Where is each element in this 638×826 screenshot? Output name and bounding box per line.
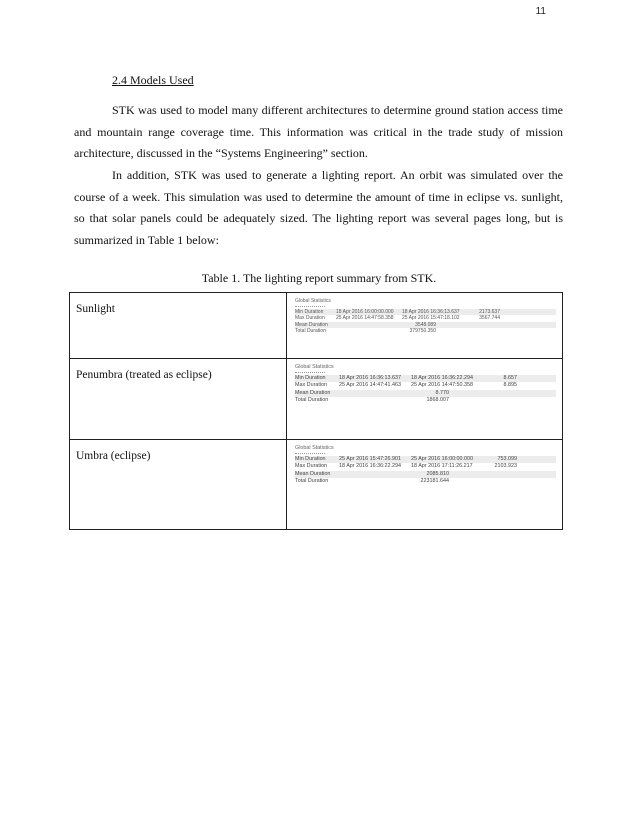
stats-row-min: [295, 456, 556, 463]
paragraph-2: [74, 165, 563, 251]
row-label: Umbra (eclipse): [70, 440, 287, 530]
stat-label: Mean Duration: [295, 321, 328, 328]
stat-stop: 18 Apr 2016 16:36:22.294: [411, 375, 474, 382]
stats-row-min: [295, 309, 556, 316]
stat-label: Mean Duration: [295, 389, 331, 396]
stat-value: 8.770: [435, 389, 449, 396]
stat-duration: 2173.637: [479, 308, 500, 315]
stats-title: Global Statistics: [295, 364, 334, 370]
stat-stop: 25 Apr 2016 14:47:50.358: [411, 382, 474, 389]
stats-row-total: [295, 397, 556, 404]
stat-duration: 2103.923: [494, 463, 517, 470]
stats-title: Global Statistics: [295, 298, 331, 304]
stat-value: 1868.007: [426, 396, 449, 403]
stats-title-rule: [295, 453, 325, 454]
stat-value: 223181.644: [420, 477, 449, 484]
stats-row-max: [295, 315, 556, 322]
stat-value: 2085.810: [426, 470, 449, 477]
stats-title: Global Statistics: [295, 445, 334, 451]
stat-label: Max Duration: [295, 382, 328, 389]
stat-label: Total Duration: [295, 477, 329, 484]
paragraph-1: [74, 100, 563, 165]
stat-stop: 25 Apr 2016 15:47:18.102: [402, 315, 460, 322]
stats-title-rule: [295, 306, 325, 307]
stat-label: Min Duration: [295, 456, 326, 463]
stat-label: Mean Duration: [295, 470, 331, 477]
stats-row-mean: [295, 471, 556, 478]
section-heading: 2.4 Models Used: [112, 73, 194, 87]
global-statistics-block: [295, 364, 556, 404]
stats-row-total: [295, 478, 556, 485]
stats-row-total: [295, 328, 556, 335]
stat-value: 379750.350: [409, 328, 436, 335]
stat-start: 18 Apr 2016 16:36:22.294: [339, 463, 402, 470]
page-number: 11: [535, 6, 546, 17]
stats-cell: [287, 440, 563, 530]
row-label: Penumbra (treated as eclipse): [70, 359, 287, 440]
stats-title-rule: [295, 372, 325, 373]
stat-start: 25 Apr 2016 14:47:41.463: [339, 382, 402, 389]
stat-stop: 18 Apr 2016 16:36:13.637: [402, 308, 460, 315]
stat-value: 3548.089: [415, 321, 436, 328]
stat-start: 18 Apr 2016 16:36:13.637: [339, 375, 402, 382]
stat-start: 18 Apr 2016 16:00:00.000: [336, 308, 394, 315]
paragraph-1-text: STK was used to model many different architectures to determine ground station access time and mountain range coverage time. This information was critical in the trade study of mission architecture, discussed in the “Systems Engineering” section.: [74, 103, 563, 160]
stat-stop: 25 Apr 2016 16:00:00.000: [411, 456, 474, 463]
lighting-summary-table: [69, 292, 563, 530]
table-caption: Table 1. The lighting report summary from STK.: [201, 271, 437, 285]
stats-row-mean: [295, 390, 556, 397]
stat-label: Min Duration: [295, 308, 324, 315]
stat-label: Max Duration: [295, 463, 328, 470]
paragraph-2-text: In addition, STK was used to generate a lighting report. An orbit was simulated over the course of a week. This simulation was used to determine the amount of time in eclipse vs. sunlight, so that solar panels could be adequately sized. The lighting report was several pages long, but is summarized in Table 1 below:: [74, 168, 563, 247]
stat-stop: 18 Apr 2016 17:11:26.217: [411, 463, 473, 470]
row-label: Sunlight: [70, 293, 287, 359]
stats-row-min: [295, 375, 556, 382]
stat-duration: 8.657: [503, 375, 517, 382]
table-row-sunlight: [70, 293, 563, 359]
global-statistics-block: [295, 445, 556, 485]
global-statistics-block: [295, 298, 556, 335]
stat-duration: 753.099: [497, 456, 517, 463]
stats-row-max: [295, 463, 556, 470]
table-row-penumbra: [70, 359, 563, 440]
stat-start: 25 Apr 2016 15:47:26.901: [339, 456, 402, 463]
stats-row-mean: [295, 322, 556, 329]
stat-label: Min Duration: [295, 375, 326, 382]
stat-start: 25 Apr 2016 14:47:58.358: [336, 315, 394, 322]
stat-label: Total Duration: [295, 328, 326, 335]
stats-cell: [287, 293, 563, 359]
stat-duration: 8.895: [503, 382, 517, 389]
table-row-umbra: [70, 440, 563, 530]
stats-cell: [287, 359, 563, 440]
stat-duration: 3567.744: [479, 315, 500, 322]
stats-row-max: [295, 382, 556, 389]
stat-label: Total Duration: [295, 396, 329, 403]
stat-label: Max Duration: [295, 315, 325, 322]
